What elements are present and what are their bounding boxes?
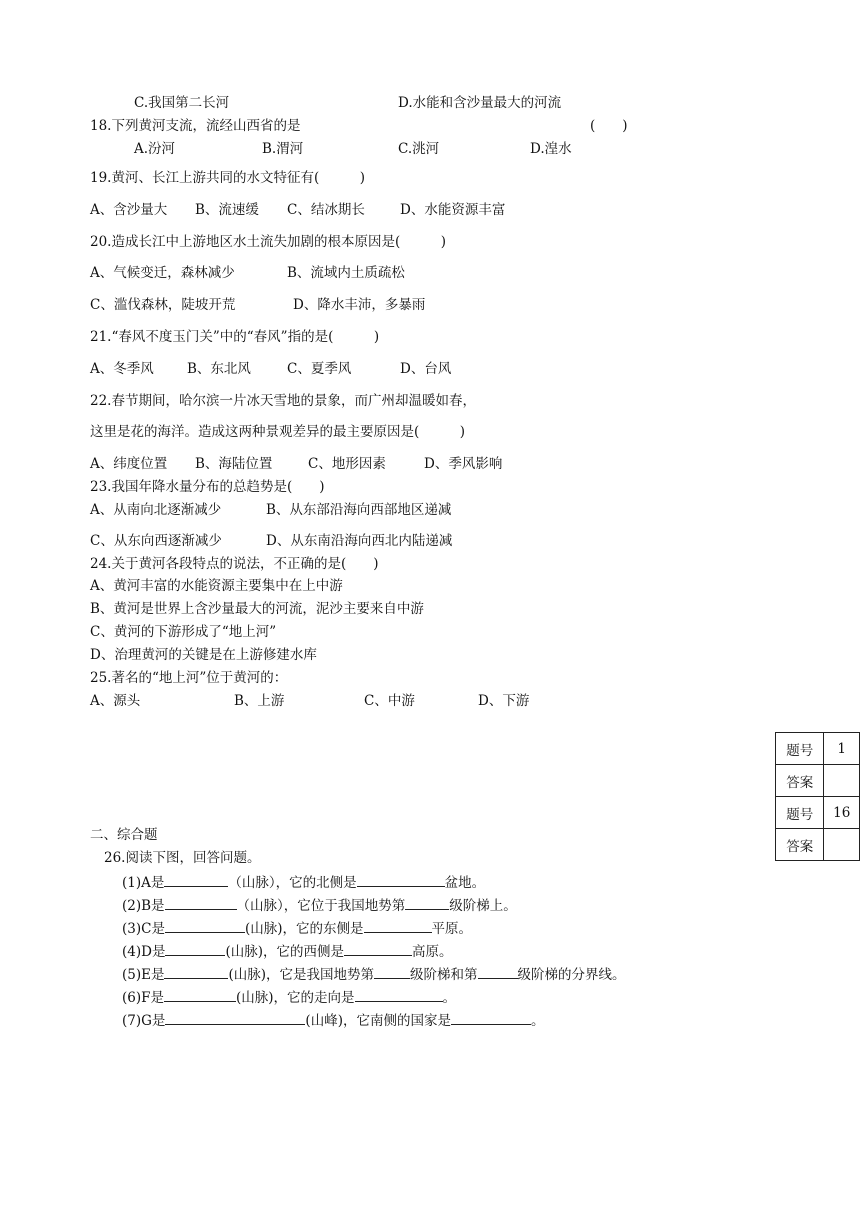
- q20-option-d: D、降水丰沛，多暴雨: [293, 297, 426, 313]
- q24-option-c: C、黄河的下游形成了“地上河”: [90, 624, 277, 640]
- q19-option-c: C、结冰期长: [287, 202, 365, 218]
- q21-option-a: A、冬季风: [90, 361, 154, 377]
- q22-option-c: C、地形因素: [308, 456, 386, 472]
- q26-stem: 26.阅读下图，回答问题。: [104, 850, 261, 866]
- q25-stem: 25.著名的“地上河”位于黄河的：: [90, 670, 288, 686]
- q23-option-d: D、从东南沿海向西北内陆递减: [266, 533, 453, 549]
- answer-blank[interactable]: [355, 987, 443, 1002]
- q17-option-d: D.水能和含沙量最大的河流: [398, 95, 562, 111]
- answer-table-label: 题号: [776, 797, 824, 829]
- answer-blank[interactable]: [165, 895, 237, 910]
- q26-item-2: [122, 895, 517, 915]
- q25-option-d: D、下游: [478, 693, 530, 709]
- q26-item-1: [122, 872, 485, 892]
- table-row: [776, 765, 860, 797]
- answer-table-label: 答案: [776, 829, 824, 861]
- q26-item-text: 平原。: [431, 921, 472, 937]
- table-row: [776, 797, 860, 829]
- q26-item-text: 盆地。: [444, 875, 486, 891]
- q18-option-c: C.洮河: [398, 141, 440, 157]
- answer-blank[interactable]: [344, 941, 412, 956]
- q18-stem: 18.下列黄河支流，流经山西省的是: [90, 118, 301, 134]
- q20-stem: 20.造成长江中上游地区水土流失加剧的根本原因是( ): [90, 234, 447, 250]
- answer-blank[interactable]: [357, 872, 445, 887]
- q19-option-d: D、水能资源丰富: [400, 202, 506, 218]
- q18-option-d: D.湟水: [530, 141, 572, 157]
- answer-blank[interactable]: [165, 941, 225, 956]
- q22-stem-line1: 22.春节期间，哈尔滨一片冰天雪地的景象，而广州却温暖如春，: [90, 393, 476, 409]
- q19-stem: 19.黄河、长江上游共同的水文特征有( ): [90, 170, 366, 186]
- q23-option-a: A、从南向北逐渐减少: [90, 502, 222, 518]
- q26-item-text: 级阶梯的分界线。: [517, 967, 626, 983]
- answer-blank[interactable]: [164, 987, 236, 1002]
- q26-item-6: [122, 987, 456, 1007]
- q18-answer-paren: ( ): [590, 118, 628, 134]
- answer-blank[interactable]: [164, 872, 228, 887]
- q26-item-text: (2)B是: [122, 898, 165, 914]
- q26-item-text: (山脉)，它的走向是: [236, 990, 355, 1006]
- q25-option-a: A、源头: [90, 693, 141, 709]
- answer-table: [775, 732, 860, 861]
- q19-option-b: B、流速缓: [195, 202, 259, 218]
- q26-item-text: (7)G是: [122, 1013, 166, 1029]
- answer-blank[interactable]: [364, 918, 432, 933]
- answer-table-cell[interactable]: [824, 765, 860, 797]
- q21-option-d: D、台风: [400, 361, 452, 377]
- q26-item-text: (1)A是: [122, 875, 165, 891]
- q23-option-b: B、从东部沿海向西部地区递减: [266, 502, 452, 518]
- q26-item-text: (5)E是: [122, 967, 165, 983]
- q26-item-3: [122, 918, 472, 938]
- answer-blank[interactable]: [164, 964, 228, 979]
- q24-option-a: A、黄河丰富的水能资源主要集中在上中游: [90, 578, 343, 594]
- q24-option-d: D、治理黄河的关键是在上游修建水库: [90, 647, 317, 663]
- q20-option-a: A、气候变迁，森林减少: [90, 265, 235, 281]
- q25-option-c: C、中游: [364, 693, 415, 709]
- answer-table-cell: 1: [824, 733, 860, 765]
- answer-table-label: 答案: [776, 765, 824, 797]
- answer-table-cell[interactable]: [824, 829, 860, 861]
- q26-item-text: (6)F是: [122, 990, 164, 1006]
- answer-blank[interactable]: [165, 1010, 305, 1025]
- q26-item-text: （山脉），它位于我国地势第: [236, 898, 406, 914]
- q23-stem: 23.我国年降水量分布的总趋势是( ): [90, 479, 325, 495]
- q21-stem: 21.“春风不度玉门关”中的“春风”指的是( ): [90, 329, 380, 345]
- q26-item-5: [122, 964, 626, 984]
- q26-item-4: [122, 941, 453, 961]
- q19-option-a: A、含沙量大: [90, 202, 168, 218]
- q26-item-text: (山脉)，它是我国地势第: [228, 967, 375, 983]
- q26-item-text: 级阶梯和第: [410, 967, 478, 983]
- answer-table-label: 题号: [776, 733, 824, 765]
- q21-option-b: B、东北风: [187, 361, 251, 377]
- q26-item-text: (3)C是: [122, 921, 165, 937]
- answer-blank[interactable]: [374, 964, 410, 979]
- q22-option-d: D、季风影响: [424, 456, 503, 472]
- q26-item-7: [122, 1010, 544, 1030]
- q26-item-text: (山峰)，它南侧的国家是: [305, 1013, 451, 1029]
- q17-option-c: C.我国第二长河: [134, 95, 230, 111]
- q24-stem: 24.关于黄河各段特点的说法，不正确的是( ): [90, 556, 379, 572]
- q26-item-text: 。: [442, 990, 457, 1006]
- q21-option-c: C、夏季风: [287, 361, 352, 377]
- table-row: [776, 829, 860, 861]
- q26-item-text: (4)D是: [122, 944, 166, 960]
- q26-item-text: 高原。: [412, 944, 453, 960]
- answer-blank[interactable]: [478, 964, 518, 979]
- q26-item-text: （山脉），它的北侧是: [228, 875, 357, 891]
- q26-item-text: 级阶梯上。: [449, 898, 517, 914]
- q22-stem-line2: 这里是花的海洋。造成这两种景观差异的最主要原因是( ): [90, 424, 466, 440]
- q22-option-b: B、海陆位置: [195, 456, 273, 472]
- q22-option-a: A、纬度位置: [90, 456, 168, 472]
- answer-blank[interactable]: [451, 1010, 531, 1025]
- answer-table-cell: 16: [824, 797, 860, 829]
- q25-option-b: B、上游: [234, 693, 285, 709]
- answer-blank[interactable]: [165, 918, 245, 933]
- table-row: [776, 733, 860, 765]
- q26-item-text: (山脉)，它的西侧是: [225, 944, 344, 960]
- section2-heading: 二、综合题: [90, 827, 158, 843]
- q24-option-b: B、黄河是世界上含沙量最大的河流，泥沙主要来自中游: [90, 601, 424, 617]
- q20-option-c: C、滥伐森林，陡坡开荒: [90, 297, 236, 313]
- q26-item-text: (山脉)，它的东侧是: [244, 921, 364, 937]
- answer-blank[interactable]: [405, 895, 449, 910]
- q26-item-text: 。: [530, 1013, 545, 1029]
- q18-option-b: B.渭河: [262, 141, 304, 157]
- q18-option-a: A.汾河: [134, 141, 176, 157]
- q20-option-b: B、流域内土质疏松: [287, 265, 405, 281]
- q23-option-c: C、从东向西逐渐减少: [90, 533, 222, 549]
